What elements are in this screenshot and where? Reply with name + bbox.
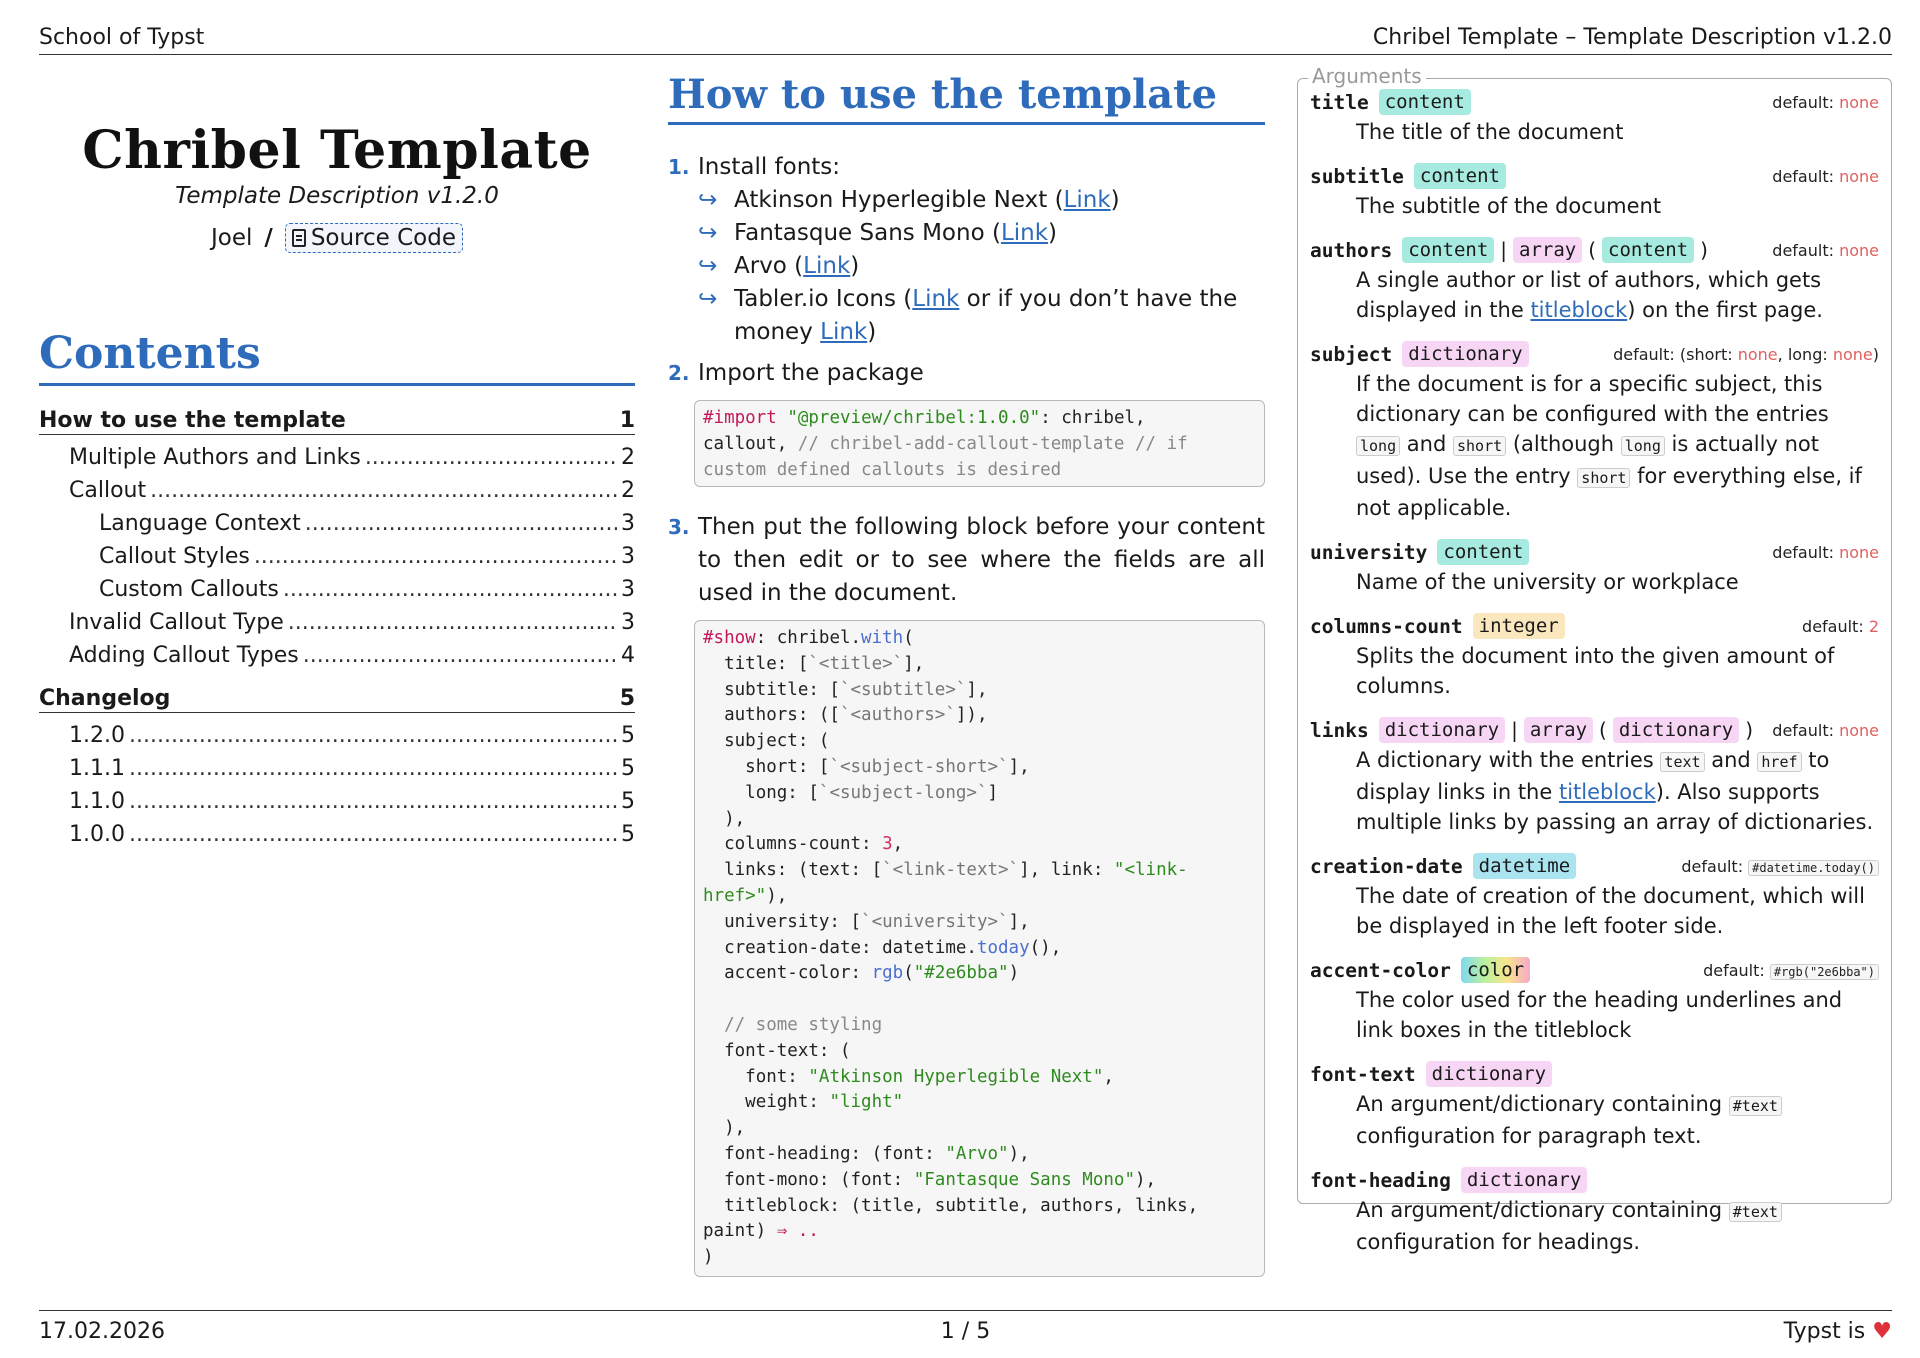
code-token: `<subtitle>` xyxy=(839,679,967,700)
argument-description: Splits the document into the given amount of columns. xyxy=(1356,644,1835,698)
argument-columns-count xyxy=(1310,611,1879,701)
source-code-label: Source Code xyxy=(310,225,456,251)
argument-subtitle xyxy=(1310,161,1879,221)
toc-leader-dots xyxy=(365,441,617,474)
argument-name: subject xyxy=(1310,342,1393,366)
argument-title xyxy=(1310,87,1879,147)
argument-header xyxy=(1310,235,1879,265)
import-code-block xyxy=(694,400,1265,487)
code-token: `<authors>` xyxy=(839,705,956,726)
arguments-legend: Arguments xyxy=(1308,64,1426,88)
code-token: `<link-text>` xyxy=(882,860,1020,881)
code-token: ) xyxy=(703,1247,714,1268)
author-name: Joel xyxy=(211,225,253,251)
code-line xyxy=(703,1092,903,1112)
howto-heading: How to use the template xyxy=(668,68,1265,125)
argument-signature xyxy=(1310,853,1576,879)
toc-leader-dots xyxy=(129,785,617,818)
argument-description: The title of the document xyxy=(1356,120,1624,144)
code-token: ), xyxy=(1008,1143,1030,1164)
code-token: `<subject-short>` xyxy=(829,756,1009,777)
code-token: ], xyxy=(1008,911,1030,932)
default-code: #rgb("2e6bba") xyxy=(1770,964,1879,980)
type-pill: content xyxy=(1414,163,1506,189)
toc-section-heading[interactable] xyxy=(39,686,635,713)
toc-entry[interactable] xyxy=(39,785,635,818)
code-token: "<link- href>" xyxy=(703,860,1188,906)
font-link[interactable]: Link xyxy=(1000,220,1049,246)
toc-entry[interactable] xyxy=(39,639,635,672)
toc-section-page: 1 xyxy=(619,408,635,433)
code-token: "Fantasque Sans Mono" xyxy=(913,1169,1135,1190)
type-pill: dictionary xyxy=(1461,1167,1587,1193)
toc-leader-dots xyxy=(303,639,617,672)
code-token: university: [ xyxy=(703,911,862,932)
argument-description: The subtitle of the document xyxy=(1356,194,1662,218)
toc-entry-page: 3 xyxy=(621,610,635,635)
type-pill: content xyxy=(1379,89,1471,115)
toc-entry[interactable] xyxy=(39,719,635,752)
code-token: ⇒ .. xyxy=(776,1221,819,1242)
code-token: ], xyxy=(966,679,988,700)
argument-name: subtitle xyxy=(1310,164,1404,188)
type-pill: array xyxy=(1524,717,1593,743)
toc-entry-page: 3 xyxy=(621,544,635,569)
step-text: Then put the following block before your content to then edit or to see where the fields are all used in the document. xyxy=(698,514,1265,606)
contents-heading: Contents xyxy=(39,325,635,386)
toc-leader-dots xyxy=(305,507,617,540)
steps-list xyxy=(668,151,1265,1277)
argument-signature xyxy=(1310,163,1506,189)
code-line xyxy=(703,963,1019,983)
argument-default: default: none xyxy=(1772,542,1879,562)
code-token: "Atkinson Hyperlegible Next" xyxy=(808,1066,1104,1087)
code-token: : chribel. xyxy=(755,628,862,648)
code-token: ), xyxy=(1135,1169,1157,1190)
middle-column xyxy=(668,68,1265,1277)
code-line xyxy=(703,680,988,700)
toc-leader-dots xyxy=(288,606,617,639)
argument-description: A single author or list of authors, which gets displayed in the titleblock) on the first page. xyxy=(1356,268,1823,322)
toc-leader-dots xyxy=(129,818,617,851)
code-line xyxy=(703,1247,714,1267)
toc-entry-label: 1.1.1 xyxy=(69,756,125,781)
argument-name: font-heading xyxy=(1310,1168,1451,1192)
code-token: ( xyxy=(903,628,914,648)
font-list-item xyxy=(668,184,1265,217)
left-column xyxy=(39,120,635,851)
code-token: long: [ xyxy=(703,782,819,803)
argument-signature xyxy=(1310,1061,1552,1087)
inline-code: long xyxy=(1621,436,1665,456)
toc-leader-dots xyxy=(150,474,617,507)
argument-default: default: none xyxy=(1772,240,1879,260)
toc-entry-page: 2 xyxy=(621,478,635,503)
header-right: Chribel Template – Template Description v1.2.0 xyxy=(1372,25,1892,50)
toc-entry-label: 1.1.0 xyxy=(69,789,125,814)
code-token: `<university>` xyxy=(861,911,1009,932)
argument-font-text xyxy=(1310,1059,1879,1151)
code-token: ( xyxy=(903,963,914,984)
font-item-text: Fantasque Sans Mono (Link) xyxy=(734,220,1058,246)
font-list-item xyxy=(668,217,1265,250)
default-value: none xyxy=(1832,344,1873,364)
toc-entry-page: 3 xyxy=(621,511,635,536)
code-line xyxy=(703,628,914,648)
default-code: #datetime.today() xyxy=(1748,860,1879,876)
document-subtitle: Template Description v1.2.0 xyxy=(175,183,499,209)
argument-creation-date xyxy=(1310,851,1879,941)
return-arrow-icon: ↪ xyxy=(698,187,718,213)
argument-signature xyxy=(1310,539,1529,565)
toc-entry-label: Custom Callouts xyxy=(99,577,279,602)
argument-default: default: none xyxy=(1772,166,1879,186)
code-line xyxy=(703,1196,1198,1242)
font-item-text: Tabler.io Icons (Link or if you don’t have the money Link) xyxy=(734,286,1238,345)
code-token: ] xyxy=(987,782,999,803)
toc-entry-page: 5 xyxy=(621,789,635,814)
code-token: today xyxy=(976,937,1030,958)
header-left: School of Typst xyxy=(39,25,205,50)
argument-header xyxy=(1310,1165,1879,1195)
font-link[interactable]: Link xyxy=(820,319,868,345)
step-2 xyxy=(668,357,1265,390)
argument-description: An argument/dictionary containing #text configuration for paragraph text. xyxy=(1310,1089,1879,1151)
argument-authors xyxy=(1310,235,1879,325)
return-arrow-icon: ↪ xyxy=(698,286,718,312)
toc-entry[interactable] xyxy=(39,540,635,573)
code-line xyxy=(703,1118,745,1138)
code-comment: // chribel-add-callout-template // if custom defined callouts is desired xyxy=(703,433,1188,480)
code-token: `<subject-long>` xyxy=(818,782,988,803)
toc-entry-page: 5 xyxy=(621,822,635,847)
font-link[interactable]: Link xyxy=(1063,187,1111,213)
code-line xyxy=(703,1144,1030,1164)
font-list-item xyxy=(668,283,1265,349)
font-list xyxy=(668,184,1265,349)
argument-font-heading xyxy=(1310,1165,1879,1257)
code-token: ) xyxy=(1008,963,1020,984)
code-string: "@preview/chribel:1.0.0" xyxy=(787,408,1041,428)
type-pill: color xyxy=(1461,957,1530,983)
titleblock xyxy=(39,120,635,253)
code-keyword: #import xyxy=(703,408,777,428)
toc-section-title: Changelog xyxy=(39,686,171,711)
code-token: ], xyxy=(903,653,925,674)
argument-default: default: #rgb("2e6bba") xyxy=(1703,961,1879,980)
code-token: font-mono: (font: xyxy=(703,1169,914,1190)
argument-name: font-text xyxy=(1310,1062,1416,1086)
font-item-text: Arvo (Link) xyxy=(734,253,860,279)
code-text: : chribel, callout, xyxy=(703,408,1146,454)
toc-gap xyxy=(39,672,635,686)
code-token: authors: ([ xyxy=(703,705,840,726)
inline-code: short xyxy=(1453,436,1506,456)
argument-name: links xyxy=(1310,718,1369,742)
toc-entry[interactable] xyxy=(39,752,635,785)
type-pill: content xyxy=(1402,237,1494,263)
code-line xyxy=(703,1015,882,1035)
type-paren: ) xyxy=(1745,718,1754,742)
code-token: columns-count: xyxy=(703,834,883,855)
titleblock-link[interactable]: titleblock xyxy=(1530,298,1628,322)
toc-leader-dots xyxy=(129,719,617,752)
code-line xyxy=(703,1041,851,1061)
toc-entry-label: Callout xyxy=(69,478,147,503)
code-line xyxy=(703,654,924,674)
argument-default: default: none xyxy=(1772,720,1879,740)
type-pill: datetime xyxy=(1473,853,1577,879)
code-token: links: (text: [ xyxy=(703,860,883,881)
argument-name: columns-count xyxy=(1310,614,1463,638)
titleblock-link[interactable]: titleblock xyxy=(1558,780,1656,804)
type-separator: | xyxy=(1500,238,1508,262)
separator: / xyxy=(264,225,273,251)
toc-entry[interactable] xyxy=(39,606,635,639)
argument-description: An argument/dictionary containing #text configuration for headings. xyxy=(1310,1195,1879,1257)
code-token: (), xyxy=(1029,937,1062,958)
font-list-item xyxy=(668,250,1265,283)
code-token: "light" xyxy=(829,1092,904,1113)
code-token: subject: ( xyxy=(703,731,830,752)
code-line xyxy=(703,1170,1156,1190)
page-footer xyxy=(39,1310,1892,1350)
toc-entry-label: Language Context xyxy=(99,511,301,536)
toc-leader-dots xyxy=(129,752,617,785)
heart-icon: ♥ xyxy=(1872,1319,1892,1344)
show-code-block xyxy=(694,620,1265,1277)
argument-header xyxy=(1310,87,1879,117)
code-token: // some styling xyxy=(703,1014,883,1035)
argument-links xyxy=(1310,715,1879,837)
argument-name: university xyxy=(1310,540,1428,564)
code-token: ]), xyxy=(955,705,988,726)
default-value: none xyxy=(1839,166,1879,186)
code-line xyxy=(703,938,1061,958)
code-token: #show xyxy=(703,628,756,648)
argument-subject xyxy=(1310,339,1879,523)
default-value: none xyxy=(1839,720,1879,740)
toc-section-heading[interactable] xyxy=(39,408,635,435)
code-token: short: [ xyxy=(703,756,830,777)
type-paren: ( xyxy=(1588,238,1597,262)
code-token: title: [ xyxy=(703,653,809,674)
code-line xyxy=(703,860,1188,906)
type-pill: dictionary xyxy=(1613,717,1739,743)
argument-description: Name of the university or workplace xyxy=(1356,570,1739,594)
source-code-link[interactable] xyxy=(285,223,463,253)
code-token: font-heading: (font: xyxy=(703,1143,946,1164)
inline-code: text xyxy=(1660,752,1704,772)
default-value: 2 xyxy=(1868,616,1879,636)
code-token: accent-color: xyxy=(703,963,872,984)
code-token: , xyxy=(892,834,904,855)
code-line xyxy=(703,757,1030,777)
argument-name: title xyxy=(1310,90,1369,114)
argument-name: authors xyxy=(1310,238,1393,262)
argument-name: creation-date xyxy=(1310,854,1463,878)
code-token: font-text: ( xyxy=(703,1040,851,1061)
argument-header xyxy=(1310,611,1879,641)
step-text: Import the package xyxy=(698,360,924,386)
code-token: creation-date: datetime. xyxy=(703,937,977,958)
step-1 xyxy=(668,151,1265,184)
argument-header xyxy=(1310,537,1879,567)
book-icon xyxy=(292,229,306,247)
toc-entry-page: 3 xyxy=(621,577,635,602)
argument-description: A dictionary with the entries text and href to display links in the titleblock). Also supports multiple links by passing an array of dictionaries. xyxy=(1356,748,1874,834)
argument-signature xyxy=(1310,1167,1587,1193)
argument-header xyxy=(1310,851,1879,881)
step-number: 1. xyxy=(668,155,690,179)
step-3 xyxy=(668,511,1265,610)
argument-header xyxy=(1310,955,1879,985)
toc-entry-page: 2 xyxy=(621,445,635,470)
type-pill: content xyxy=(1437,539,1529,565)
code-line xyxy=(703,731,829,751)
font-link[interactable]: Link xyxy=(912,286,960,312)
font-link[interactable]: Link xyxy=(803,253,851,279)
code-line xyxy=(703,705,988,725)
code-token: ], xyxy=(1008,756,1030,777)
arguments-panel xyxy=(1297,64,1892,1254)
argument-description: The date of creation of the document, which will be displayed in the left footer side. xyxy=(1356,884,1865,938)
code-token: `<title>` xyxy=(808,653,904,674)
type-paren: ( xyxy=(1599,718,1607,742)
toc-leader-dots xyxy=(254,540,617,573)
code-token: weight: xyxy=(703,1092,830,1113)
argument-header xyxy=(1310,1059,1879,1089)
code-token: font: xyxy=(703,1066,809,1087)
toc-entry-label: Invalid Callout Type xyxy=(69,610,284,635)
type-pill: dictionary xyxy=(1402,341,1528,367)
argument-default: default: none xyxy=(1772,92,1879,112)
toc-section-page: 5 xyxy=(619,686,635,711)
code-token: ], link: xyxy=(1019,860,1114,881)
footer-date: 17.02.2026 xyxy=(39,1319,165,1344)
toc-entry[interactable] xyxy=(39,818,635,851)
default-value: none xyxy=(1839,240,1879,260)
toc-entry[interactable] xyxy=(39,441,635,474)
footer-text: Typst is xyxy=(1783,1319,1866,1344)
type-pill: content xyxy=(1602,237,1694,263)
argument-description: The color used for the heading underlines and link boxes in the titleblock xyxy=(1356,988,1843,1042)
inline-code: #text xyxy=(1729,1096,1782,1116)
code-token: subtitle: [ xyxy=(703,679,840,700)
argument-description: If the document is for a specific subject, this dictionary can be configured with the entries long and short (although long is actually not used). Use the entry short for everything else, if not applicable. xyxy=(1356,372,1862,520)
document-title: Chribel Template xyxy=(82,120,592,181)
toc-entry-page: 4 xyxy=(621,643,635,668)
page-header xyxy=(39,20,1892,55)
toc-entry[interactable] xyxy=(39,573,635,606)
arguments-list xyxy=(1310,87,1879,1257)
argument-default: default: 2 xyxy=(1802,616,1879,636)
type-pill: dictionary xyxy=(1426,1061,1552,1087)
argument-signature xyxy=(1310,613,1565,639)
argument-signature xyxy=(1310,717,1753,743)
default-value: none xyxy=(1737,344,1778,364)
code-token: rgb xyxy=(871,963,904,984)
toc-entry-label: Adding Callout Types xyxy=(69,643,299,668)
argument-name: accent-color xyxy=(1310,958,1451,982)
type-pill: dictionary xyxy=(1379,717,1505,743)
type-pill: array xyxy=(1513,237,1582,263)
toc-entry-label: Multiple Authors and Links xyxy=(69,445,361,470)
code-line xyxy=(703,1067,1114,1087)
code-line xyxy=(703,834,903,854)
toc-entry[interactable] xyxy=(39,507,635,540)
argument-accent-color xyxy=(1310,955,1879,1045)
inline-code: long xyxy=(1356,436,1400,456)
code-line xyxy=(703,783,998,803)
toc-leader-dots xyxy=(283,573,617,606)
toc-entry-label: Callout Styles xyxy=(99,544,250,569)
toc-entry[interactable] xyxy=(39,474,635,507)
code-token: , xyxy=(1103,1066,1114,1087)
argument-signature xyxy=(1310,957,1530,983)
toc-entry-label: 1.0.0 xyxy=(69,822,125,847)
code-token: "#2e6bba" xyxy=(913,963,1009,984)
toc-entry-label: 1.2.0 xyxy=(69,723,125,748)
argument-header xyxy=(1310,161,1879,191)
argument-signature xyxy=(1310,89,1471,115)
default-value: none xyxy=(1839,542,1879,562)
inline-code: href xyxy=(1757,752,1801,772)
table-of-contents xyxy=(39,408,635,851)
argument-default: default: #datetime.today() xyxy=(1681,857,1879,876)
code-token: with xyxy=(861,628,904,648)
type-paren: ) xyxy=(1700,238,1708,262)
code-token: 3 xyxy=(882,834,893,855)
code-token: ), xyxy=(703,1118,746,1139)
default-value: none xyxy=(1839,92,1879,112)
step-number: 3. xyxy=(668,515,690,539)
inline-code: #text xyxy=(1729,1202,1782,1222)
return-arrow-icon: ↪ xyxy=(698,253,718,279)
font-item-text: Atkinson Hyperlegible Next (Link) xyxy=(734,187,1120,213)
toc-entry-page: 5 xyxy=(621,723,635,748)
argument-header xyxy=(1310,339,1879,369)
author-row xyxy=(39,223,635,253)
footer-page-number: 1 / 5 xyxy=(940,1319,991,1344)
step-text: Install fonts: xyxy=(698,154,841,180)
return-arrow-icon: ↪ xyxy=(698,220,718,246)
code-token: titleblock: (title, subtitle, authors, links, paint) xyxy=(703,1195,1199,1242)
code-token: ), xyxy=(703,808,746,829)
code-token: ), xyxy=(766,885,788,906)
argument-default: default: (short: none, long: none) xyxy=(1613,344,1879,364)
code-token: "Arvo" xyxy=(945,1143,1009,1164)
type-separator: | xyxy=(1511,718,1518,742)
code-line xyxy=(703,912,1030,932)
code-line xyxy=(703,809,745,829)
argument-signature xyxy=(1310,237,1708,263)
step-number: 2. xyxy=(668,361,690,385)
argument-signature xyxy=(1310,341,1529,367)
toc-section-title: How to use the template xyxy=(39,408,346,433)
toc-entry-page: 5 xyxy=(621,756,635,781)
argument-header xyxy=(1310,715,1879,745)
inline-code: short xyxy=(1577,468,1630,488)
type-pill: integer xyxy=(1473,613,1565,639)
argument-university xyxy=(1310,537,1879,597)
